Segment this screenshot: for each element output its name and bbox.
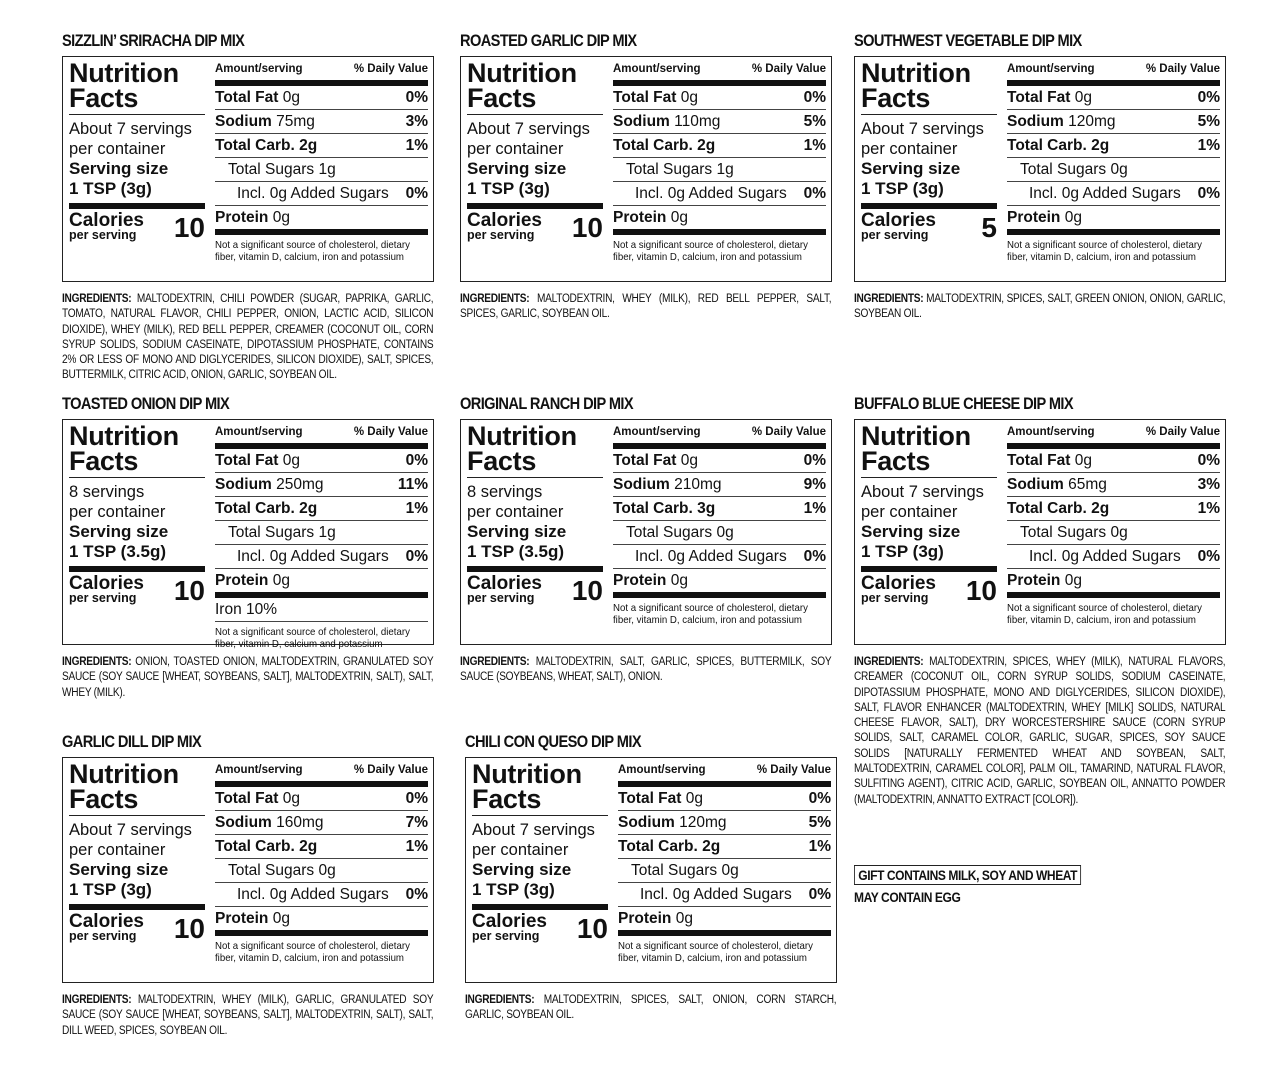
column-header: Amount/serving % Daily Value [613, 63, 826, 86]
calories-row: Calories per serving 10 [472, 911, 608, 944]
column-header: Amount/serving % Daily Value [215, 426, 428, 449]
total-fat-row: Total Fat 0g 0% [613, 449, 826, 473]
ingredients-text: INGREDIENTS: ONION, TOASTED ONION, MALTODEXTRIN, GRANULATED SOY SAUCE (SOY SAUCE [WHEAT, SOYBEANS, SALT], MALTODEXTRIN, SALT), SALT, WHEY (MILK). [62, 656, 434, 699]
calories-value: 10 [965, 575, 997, 606]
sodium-row: Sodium 210mg 9% [613, 473, 826, 497]
calories-value: 10 [173, 575, 205, 606]
product-title: TOASTED ONION DIP MIX [62, 394, 230, 413]
serving-size-value: 1 TSP (3g) [467, 179, 603, 209]
nutrition-right-column [215, 426, 428, 650]
nutrition-right-column [613, 63, 826, 263]
sodium-row: Sodium 120mg 5% [1007, 110, 1220, 134]
nutrition-facts-heading: Nutrition Facts [861, 424, 997, 478]
insignificant-source-note: Not a significant source of cholesterol, dietary fiber, vitamin D, calcium and potassium [215, 626, 410, 650]
nutrition-facts-heading: Nutrition Facts [467, 424, 603, 478]
total-fat-row: Total Fat 0g 0% [1007, 86, 1220, 110]
protein-row: Protein 0g [215, 907, 428, 936]
nutrition-facts-panel [62, 56, 434, 282]
protein-row: Protein 0g [215, 569, 428, 598]
added-sugars-row: Incl. 0g Added Sugars 0% [613, 182, 826, 206]
nutrition-left-column [467, 58, 603, 243]
nutrition-facts-heading: Nutrition Facts [472, 762, 608, 816]
serving-size-label: Serving size [69, 522, 169, 541]
sodium-row: Sodium 160mg 7% [215, 811, 428, 835]
serving-size-value: 1 TSP (3g) [69, 179, 205, 209]
dip-mix-label [62, 731, 434, 1039]
nutrition-facts-heading: Nutrition Facts [861, 61, 997, 115]
servings-per-container: About 7 servings per container [69, 821, 192, 859]
total-carb-row: Total Carb. 2g 1% [1007, 134, 1220, 158]
calories-row: Calories per serving 10 [69, 210, 205, 243]
total-sugars-row: Total Sugars 0g [613, 521, 826, 545]
total-sugars-row: Total Sugars 0g [215, 859, 428, 883]
protein-row: Protein 0g [1007, 569, 1220, 598]
nutrition-facts-panel [465, 757, 837, 983]
total-sugars-row: Total Sugars 1g [613, 158, 826, 182]
ingredients-text: INGREDIENTS: MALTODEXTRIN, WHEY (MILK), GARLIC, GRANULATED SOY SAUCE (SOY SAUCE [WHEAT, SOYBEANS, SALT], MALTODEXTRIN, SALT), SALT, DILL WEED, SPICES, SOYBEAN OIL. [62, 994, 434, 1037]
insignificant-source-note: Not a significant source of cholesterol, dietary fiber, vitamin D, calcium, iron and potassium [215, 239, 410, 263]
servings-per-container: About 7 servings per container [472, 821, 595, 859]
serving-size-value: 1 TSP (3g) [861, 542, 997, 572]
product-title: ORIGINAL RANCH DIP MIX [460, 394, 634, 413]
protein-row: Protein 0g [618, 907, 831, 936]
nutrition-facts-panel [460, 56, 832, 282]
nutrition-facts-panel [460, 419, 832, 645]
calories-value: 10 [173, 913, 205, 944]
calories-row: Calories per serving 5 [861, 210, 997, 243]
product-title: SOUTHWEST VEGETABLE DIP MIX [854, 31, 1082, 50]
nutrition-facts-heading: Nutrition Facts [69, 762, 205, 816]
serving-size-value: 1 TSP (3g) [861, 179, 997, 209]
nutrition-facts-panel [854, 56, 1226, 282]
total-sugars-row: Total Sugars 1g [215, 521, 428, 545]
total-fat-row: Total Fat 0g 0% [215, 86, 428, 110]
sodium-row: Sodium 75mg 3% [215, 110, 428, 134]
calories-value: 10 [576, 913, 608, 944]
nutrition-facts-panel [62, 419, 434, 650]
calories-row: Calories per serving 10 [69, 573, 205, 606]
serving-size-label: Serving size [861, 159, 961, 178]
insignificant-source-note: Not a significant source of cholesterol, dietary fiber, vitamin D, calcium, iron and potassium [613, 602, 808, 626]
sodium-row: Sodium 110mg 5% [613, 110, 826, 134]
serving-size-label: Serving size [467, 159, 567, 178]
calories-value: 5 [981, 212, 997, 243]
total-carb-row: Total Carb. 3g 1% [613, 497, 826, 521]
nutrition-left-column [69, 421, 205, 606]
dip-mix-label [62, 393, 434, 701]
product-title: SIZZLIN’ SRIRACHA DIP MIX [62, 31, 245, 50]
servings-per-container: About 7 servings per container [467, 120, 590, 158]
column-header: Amount/serving % Daily Value [1007, 426, 1220, 449]
serving-size-label: Serving size [69, 860, 169, 879]
serving-size-label: Serving size [467, 522, 567, 541]
added-sugars-row: Incl. 0g Added Sugars 0% [215, 182, 428, 206]
total-sugars-row: Total Sugars 0g [1007, 158, 1220, 182]
column-header: Amount/serving % Daily Value [1007, 63, 1220, 86]
column-header: Amount/serving % Daily Value [215, 764, 428, 787]
serving-size-value: 1 TSP (3g) [69, 880, 205, 910]
sodium-row: Sodium 65mg 3% [1007, 473, 1220, 497]
calories-row: Calories per serving 10 [467, 210, 603, 243]
dip-mix-label [460, 393, 832, 686]
total-fat-row: Total Fat 0g 0% [215, 787, 428, 811]
total-fat-row: Total Fat 0g 0% [613, 86, 826, 110]
total-sugars-row: Total Sugars 0g [618, 859, 831, 883]
servings-per-container: About 7 servings per container [861, 120, 984, 158]
nutrition-right-column [215, 63, 428, 263]
nutrition-left-column [467, 421, 603, 606]
total-carb-row: Total Carb. 2g 1% [215, 497, 428, 521]
total-sugars-row: Total Sugars 1g [215, 158, 428, 182]
ingredients-text: INGREDIENTS: MALTODEXTRIN, SPICES, SALT, GREEN ONION, ONION, GARLIC, SOYBEAN OIL. [854, 293, 1226, 321]
insignificant-source-note: Not a significant source of cholesterol, dietary fiber, vitamin D, calcium, iron and potassium [618, 940, 813, 964]
allergen-statement [854, 865, 1118, 905]
calories-row: Calories per serving 10 [467, 573, 603, 606]
total-fat-row: Total Fat 0g 0% [215, 449, 428, 473]
serving-size-label: Serving size [69, 159, 169, 178]
nutrition-left-column [69, 58, 205, 243]
nutrition-facts-panel [854, 419, 1226, 645]
ingredients-text: INGREDIENTS: MALTODEXTRIN, WHEY (MILK), RED BELL PEPPER, SALT, SPICES, GARLIC, SOYBEAN OIL. [460, 293, 832, 321]
total-carb-row: Total Carb. 2g 1% [215, 134, 428, 158]
serving-size-label: Serving size [861, 522, 961, 541]
nutrition-right-column [215, 764, 428, 964]
ingredients-text: INGREDIENTS: MALTODEXTRIN, SALT, GARLIC, SPICES, BUTTERMILK, SOY SAUCE (SOYBEANS, WHEAT, SALT), ONION. [460, 656, 832, 684]
nutrition-facts-heading: Nutrition Facts [69, 424, 205, 478]
protein-row: Protein 0g [215, 206, 428, 235]
servings-per-container: 8 servings per container [69, 483, 166, 521]
may-contain-egg: MAY CONTAIN EGG [854, 889, 961, 905]
servings-per-container: About 7 servings per container [69, 120, 192, 158]
column-header: Amount/serving % Daily Value [215, 63, 428, 86]
calories-value: 10 [571, 575, 603, 606]
total-fat-row: Total Fat 0g 0% [618, 787, 831, 811]
ingredients-text: INGREDIENTS: MALTODEXTRIN, SPICES, WHEY (MILK), NATURAL FLAVORS, CREAMER (COCONUT OIL, CORN SYRUP SOLIDS, SODIUM CASEINATE, DIPOTASSIUM PHOSPHATE, MONO AND DIGLYCERIDES, SILICON DIOXIDE), SALT, FLAVOR ENHANCER (MALTODEXTRIN, WHEY [MILK] SOLIDS, NATURAL CHEESE FLAVOR, SALT), DRY WORCESTERSHIRE SAUCE (CORN SYRUP SOLIDS, SALT, CARAMEL COLOR, GARLIC, SUGAR, SPICES, SOY SAUCE SOLIDS [NATURALLY FERMENTED WHEAT AND SOYBEAN, SALT, MALTODEXTRIN, CARAMEL COLOR], PALM OIL, TAMARIND, NATURAL FLAVOR, SULFITING AGENT), CITRIC ACID, GARLIC, SOYBEAN OIL, ANNATTO POWDER (MALTODEXTRIN, ANNATTO EXTRACT [COLOR]). [854, 656, 1226, 806]
total-carb-row: Total Carb. 2g 1% [1007, 497, 1220, 521]
product-title: CHILI CON QUESO DIP MIX [465, 732, 641, 751]
added-sugars-row: Incl. 0g Added Sugars 0% [1007, 182, 1220, 206]
total-sugars-row: Total Sugars 0g [1007, 521, 1220, 545]
total-fat-row: Total Fat 0g 0% [1007, 449, 1220, 473]
insignificant-source-note: Not a significant source of cholesterol, dietary fiber, vitamin D, calcium, iron and potassium [215, 940, 410, 964]
total-carb-row: Total Carb. 2g 1% [618, 835, 831, 859]
calories-row: Calories per serving 10 [861, 573, 997, 606]
added-sugars-row: Incl. 0g Added Sugars 0% [215, 545, 428, 569]
nutrition-right-column [613, 426, 826, 626]
allergen-contains-box: GIFT CONTAINS MILK, SOY AND WHEAT [854, 865, 1081, 885]
column-header: Amount/serving % Daily Value [618, 764, 831, 787]
product-title: GARLIC DILL DIP MIX [62, 732, 202, 751]
total-carb-row: Total Carb. 2g 1% [215, 835, 428, 859]
calories-value: 10 [571, 212, 603, 243]
calories-row: Calories per serving 10 [69, 911, 205, 944]
dip-mix-label [854, 30, 1226, 323]
nutrition-right-column [1007, 63, 1220, 263]
insignificant-source-note: Not a significant source of cholesterol, dietary fiber, vitamin D, calcium, iron and potassium [1007, 239, 1202, 263]
protein-row: Protein 0g [1007, 206, 1220, 235]
nutrition-right-column [618, 764, 831, 964]
serving-size-value: 1 TSP (3g) [472, 880, 608, 910]
dip-mix-label [854, 393, 1226, 808]
sodium-row: Sodium 120mg 5% [618, 811, 831, 835]
nutrition-facts-panel [62, 757, 434, 983]
serving-size-value: 1 TSP (3.5g) [69, 542, 205, 572]
dip-mix-label [465, 731, 837, 1024]
serving-size-label: Serving size [472, 860, 572, 879]
product-title: BUFFALO BLUE CHEESE DIP MIX [854, 394, 1074, 413]
product-title: ROASTED GARLIC DIP MIX [460, 31, 637, 50]
ingredients-text: INGREDIENTS: MALTODEXTRIN, SPICES, SALT, ONION, CORN STARCH, GARLIC, SOYBEAN OIL. [465, 994, 837, 1022]
added-sugars-row: Incl. 0g Added Sugars 0% [1007, 545, 1220, 569]
protein-row: Protein 0g [613, 206, 826, 235]
dip-mix-label [460, 30, 832, 323]
total-carb-row: Total Carb. 2g 1% [613, 134, 826, 158]
nutrition-left-column [861, 421, 997, 606]
calories-value: 10 [173, 212, 205, 243]
servings-per-container: 8 servings per container [467, 483, 564, 521]
nutrition-left-column [69, 759, 205, 944]
insignificant-source-note: Not a significant source of cholesterol, dietary fiber, vitamin D, calcium, iron and potassium [1007, 602, 1202, 626]
serving-size-value: 1 TSP (3.5g) [467, 542, 603, 572]
iron-row: Iron 10% [215, 598, 428, 622]
nutrition-right-column [1007, 426, 1220, 626]
added-sugars-row: Incl. 0g Added Sugars 0% [215, 883, 428, 907]
column-header: Amount/serving % Daily Value [613, 426, 826, 449]
nutrition-facts-heading: Nutrition Facts [69, 61, 205, 115]
added-sugars-row: Incl. 0g Added Sugars 0% [613, 545, 826, 569]
insignificant-source-note: Not a significant source of cholesterol, dietary fiber, vitamin D, calcium, iron and potassium [613, 239, 808, 263]
nutrition-left-column [861, 58, 997, 243]
protein-row: Protein 0g [613, 569, 826, 598]
added-sugars-row: Incl. 0g Added Sugars 0% [618, 883, 831, 907]
servings-per-container: About 7 servings per container [861, 483, 984, 521]
nutrition-facts-heading: Nutrition Facts [467, 61, 603, 115]
dip-mix-label [62, 30, 434, 384]
sodium-row: Sodium 250mg 11% [215, 473, 428, 497]
ingredients-text: INGREDIENTS: MALTODEXTRIN, CHILI POWDER (SUGAR, PAPRIKA, GARLIC, TOMATO, NATURAL FLAVOR, CHILI PEPPER, ONION, LACTIC ACID, SILICON DIOXIDE), WHEY (MILK), RED BELL PEPPER, CREAMER (COCONUT OIL, CORN SYRUP SOLIDS, SODIUM CASEINATE, DIPOTASSIUM PHOSPHATE, CONTAINS 2% OR LESS OF MONO AND DIGLYCERIDES, SILICON DIOXIDE), SALT, SPICES, BUTTERMILK, CITRIC ACID, ONION, GARLIC, SOYBEAN OIL. [62, 293, 434, 382]
nutrition-left-column [472, 759, 608, 944]
